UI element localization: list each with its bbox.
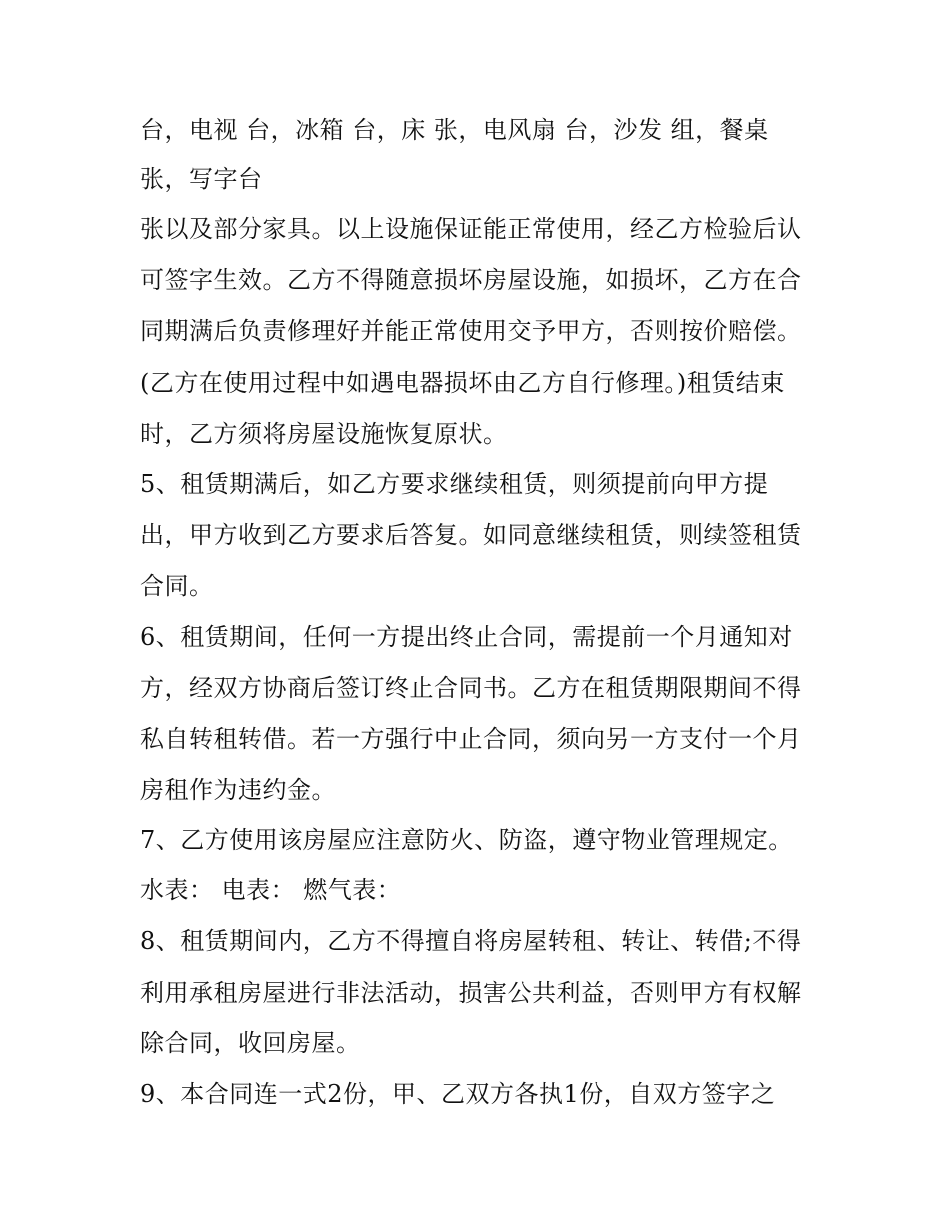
text-line: 6、租赁期间，任何一方提出终止合同，需提前一个月通知对 <box>140 623 793 651</box>
text-line: 张以及部分家具。以上设施保证能正常使用，经乙方检验后认 <box>140 215 802 243</box>
text-line: 5、租赁期满后，如乙方要求继续租赁，则须提前向甲方提 <box>140 470 769 498</box>
text-line: 8、租赁期间内，乙方不得擅自将房屋转租、转让、转借;不得 <box>140 927 802 955</box>
text-line: 私自转租转借。若一方强行中止合同，须向另一方支付一个月 <box>140 725 802 753</box>
text-line: 张，写字台 <box>140 165 263 193</box>
text-line: 9、本合同连一式2份，甲、乙双方各执1份，自双方签字之 <box>140 1080 776 1108</box>
text-line: (乙方在使用过程中如遇电器损坏由乙方自行修理。)租赁结束 <box>140 369 785 397</box>
text-line: 可签字生效。乙方不得随意损坏房屋设施，如损坏，乙方在合 <box>140 266 802 294</box>
text-line: 台，电视 台，冰箱 台，床 张，电风扇 台，沙发 组，餐桌 <box>140 116 769 144</box>
text-line: 时，乙方须将房屋设施恢复原状。 <box>140 420 508 448</box>
text-line: 同期满后负责修理好并能正常使用交予甲方，否则按价赔偿。 <box>140 317 802 345</box>
text-line: 水表： 电表： 燃气表： <box>140 876 402 904</box>
text-line: 出，甲方收到乙方要求后答复。如同意继续租赁，则续签租赁 <box>140 521 802 549</box>
text-line: 合同。 <box>140 572 214 600</box>
text-line: 利用承租房屋进行非法活动，损害公共利益，否则甲方有权解 <box>140 979 802 1007</box>
text-line: 除合同，收回房屋。 <box>140 1029 361 1057</box>
text-line: 房租作为违约金。 <box>140 776 336 804</box>
text-line: 方，经双方协商后签订终止合同书。乙方在租赁期限期间不得 <box>140 674 802 702</box>
text-line: 7、乙方使用该房屋应注意防火、防盗，遵守物业管理规定。 <box>140 826 793 854</box>
